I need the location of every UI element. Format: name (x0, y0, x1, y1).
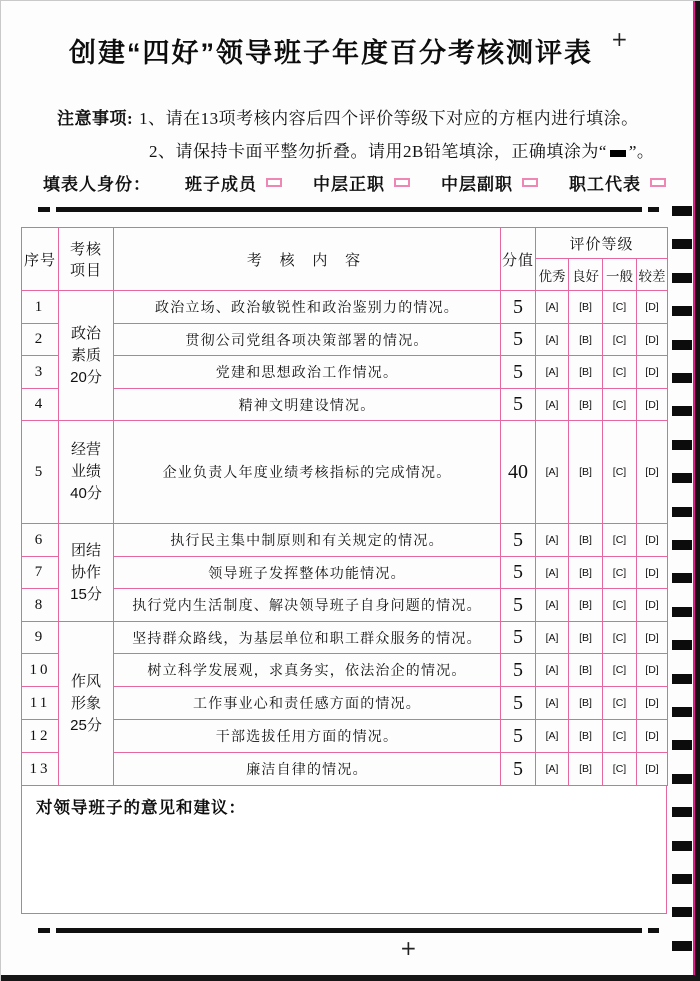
header-assessment-item (59, 228, 114, 291)
category-line2: 形象 (70, 694, 101, 712)
rating-cell-b[interactable]: [B] (569, 324, 603, 356)
identity-checkbox-midlevel-chief[interactable] (394, 178, 410, 187)
rating-cell-b[interactable]: [B] (569, 720, 603, 753)
rating-cell-b[interactable]: [B] (569, 654, 603, 687)
row-serial: 10 (22, 654, 59, 687)
rating-cell-c[interactable]: [C] (603, 720, 637, 753)
timing-mark (672, 406, 692, 416)
table-row (22, 622, 668, 654)
notice-line-1 (57, 102, 654, 135)
category-line2: 业绩 (70, 463, 101, 480)
header-level-good: 良好 (569, 259, 603, 291)
row-content: 廉洁自律的情况。 (114, 753, 501, 786)
rating-cell-d[interactable]: [D] (637, 687, 668, 720)
rating-cell-b[interactable]: [B] (569, 622, 603, 654)
table-row (22, 356, 668, 389)
assessment-table (21, 227, 668, 786)
scan-edge-bottom (1, 975, 700, 981)
rating-cell-b[interactable]: [B] (569, 356, 603, 389)
timing-mark (672, 540, 692, 550)
identity-option-label: 职工代表 (569, 175, 641, 194)
table-row (22, 524, 668, 557)
omr-guide-line-top (1, 207, 700, 212)
comments-label: 对领导班子的意见和建议： (36, 799, 246, 817)
timing-mark (672, 607, 692, 617)
category-points: 20分 (70, 368, 102, 386)
rating-cell-a[interactable]: [A] (536, 589, 569, 622)
header-serial-no: 序号 (22, 228, 59, 291)
rating-cell-d[interactable]: [D] (637, 557, 668, 589)
rating-cell-d[interactable]: [D] (637, 324, 668, 356)
row-score: 5 (501, 720, 536, 753)
row-serial: 11 (22, 687, 59, 720)
category-points: 40分 (70, 485, 102, 502)
table-row (22, 324, 668, 356)
category-workstyle-image (59, 622, 114, 786)
identity-checkbox-team-member[interactable] (266, 178, 282, 187)
row-score: 5 (501, 291, 536, 324)
identity-option-staff-rep (569, 170, 666, 195)
rating-cell-d[interactable]: [D] (637, 720, 668, 753)
rating-cell-c[interactable]: [C] (603, 654, 637, 687)
header-rating-group: 评价等级 (536, 228, 668, 259)
rating-cell-a[interactable]: [A] (536, 622, 569, 654)
rating-cell-b[interactable]: [B] (569, 753, 603, 786)
filled-mark-sample-icon (610, 150, 626, 157)
category-line2: 素质 (70, 346, 101, 364)
timing-mark (672, 440, 692, 450)
row-content: 树立科学发展观，求真务实，依法治企的情况。 (114, 654, 501, 687)
rating-cell-a[interactable]: [A] (536, 291, 569, 324)
identity-label: 填表人身份： (43, 175, 151, 194)
rating-cell-b[interactable]: [B] (569, 291, 603, 324)
rating-cell-b[interactable]: [B] (569, 557, 603, 589)
notice-line2-text: 2、请保持卡面平整勿折叠。请用2B铅笔填涂，正确填涂为“ (149, 142, 607, 161)
category-points: 15分 (70, 585, 102, 603)
rating-cell-c[interactable]: [C] (603, 324, 637, 356)
row-content: 党建和思想政治工作情况。 (114, 356, 501, 389)
timing-mark (672, 807, 692, 817)
rating-cell-d[interactable]: [D] (637, 753, 668, 786)
category-line1: 团结 (70, 541, 101, 559)
rating-cell-c[interactable]: [C] (603, 557, 637, 589)
rating-cell-a[interactable]: [A] (536, 389, 569, 421)
row-content: 贯彻公司党组各项决策部署的情况。 (114, 324, 501, 356)
comments-section[interactable] (21, 785, 667, 914)
timing-mark (672, 740, 692, 750)
row-content: 干部选拔任用方面的情况。 (114, 720, 501, 753)
row-content: 政治立场、政治敏锐性和政治鉴别力的情况。 (114, 291, 501, 324)
header-level-average: 一般 (603, 259, 637, 291)
category-line1: 经营 (70, 441, 101, 458)
row-content: 领导班子发挥整体功能情况。 (114, 557, 501, 589)
row-score: 5 (501, 356, 536, 389)
rating-cell-d[interactable]: [D] (637, 389, 668, 421)
row-serial: 3 (22, 356, 59, 389)
timing-mark (672, 907, 692, 917)
timing-mark (672, 306, 692, 316)
rating-cell-a[interactable]: [A] (536, 324, 569, 356)
row-score: 5 (501, 389, 536, 421)
rating-cell-a[interactable]: [A] (536, 356, 569, 389)
header-assessment-item-line1: 考核 (69, 242, 102, 258)
rating-cell-b[interactable]: [B] (569, 589, 603, 622)
timing-mark (672, 473, 692, 483)
row-serial: 4 (22, 389, 59, 421)
table-row (22, 421, 668, 524)
rating-cell-d[interactable]: [D] (637, 524, 668, 557)
row-content: 执行党内生活制度、解决领导班子自身问题的情况。 (114, 589, 501, 622)
table-row (22, 654, 668, 687)
timing-mark (672, 774, 692, 784)
rating-cell-a[interactable]: [A] (536, 753, 569, 786)
table-row (22, 589, 668, 622)
row-serial: 8 (22, 589, 59, 622)
rating-cell-b[interactable]: [B] (569, 389, 603, 421)
timing-mark (672, 206, 692, 216)
identity-option-team-member (185, 170, 282, 195)
rating-cell-a[interactable]: [A] (536, 654, 569, 687)
rating-cell-a[interactable]: [A] (536, 421, 569, 524)
row-content: 企业负责人年度业绩考核指标的完成情况。 (114, 421, 501, 524)
category-political-quality (59, 291, 114, 421)
row-serial: 13 (22, 753, 59, 786)
row-content: 坚持群众路线，为基层单位和职工群众服务的情况。 (114, 622, 501, 654)
category-points: 25分 (70, 716, 102, 734)
table-row (22, 557, 668, 589)
row-serial: 5 (22, 421, 59, 524)
table-row (22, 687, 668, 720)
table-row (22, 389, 668, 421)
row-serial: 2 (22, 324, 59, 356)
timing-mark (672, 874, 692, 884)
rating-cell-c[interactable]: [C] (603, 389, 637, 421)
identity-option-label: 中层副职 (441, 175, 513, 194)
timing-mark (672, 674, 692, 684)
row-score: 5 (501, 622, 536, 654)
rating-cell-a[interactable]: [A] (536, 557, 569, 589)
timing-mark (672, 640, 692, 650)
identity-option-midlevel-deputy (441, 170, 538, 195)
timing-mark (672, 273, 692, 283)
notice-label: 注意事项: (57, 109, 134, 128)
rating-cell-d[interactable]: [D] (637, 589, 668, 622)
rating-cell-a[interactable]: [A] (536, 687, 569, 720)
row-content: 执行民主集中制原则和有关规定的情况。 (114, 524, 501, 557)
row-score: 5 (501, 753, 536, 786)
rating-cell-c[interactable]: [C] (603, 687, 637, 720)
rating-cell-c[interactable]: [C] (603, 622, 637, 654)
respondent-identity-row (43, 170, 666, 195)
header-level-poor: 较差 (637, 259, 668, 291)
header-assessment-content: 考 核 内 容 (114, 228, 501, 291)
rating-cell-b[interactable]: [B] (569, 524, 603, 557)
notice-line-2 (57, 135, 654, 168)
notice-section (57, 102, 654, 168)
row-score: 5 (501, 524, 536, 557)
row-content: 工作事业心和责任感方面的情况。 (114, 687, 501, 720)
row-content: 精神文明建设情况。 (114, 389, 501, 421)
timing-mark (672, 941, 692, 951)
scan-edge-right (695, 1, 700, 981)
row-serial: 7 (22, 557, 59, 589)
timing-mark (672, 841, 692, 851)
category-line1: 政治 (70, 324, 101, 342)
row-score: 5 (501, 557, 536, 589)
row-score: 5 (501, 324, 536, 356)
row-serial: 6 (22, 524, 59, 557)
row-score: 40 (501, 421, 536, 524)
identity-option-label: 中层正职 (313, 175, 385, 194)
rating-cell-d[interactable]: [D] (637, 622, 668, 654)
rating-cell-d[interactable]: [D] (637, 654, 668, 687)
timing-mark (672, 239, 692, 249)
header-assessment-item-line2: 项目 (69, 263, 102, 279)
timing-mark (672, 707, 692, 717)
timing-mark (672, 573, 692, 583)
table-row (22, 753, 668, 786)
rating-cell-c[interactable]: [C] (603, 291, 637, 324)
rating-cell-c[interactable]: [C] (603, 356, 637, 389)
header-score: 分值 (501, 228, 536, 291)
form-title: 创建“四好”领导班子年度百分考核测评表 (69, 38, 593, 68)
row-serial: 9 (22, 622, 59, 654)
identity-options (185, 170, 666, 195)
rating-cell-b[interactable]: [B] (569, 687, 603, 720)
row-score: 5 (501, 589, 536, 622)
rating-cell-d[interactable]: [D] (637, 421, 668, 524)
header-level-excellent: 优秀 (536, 259, 569, 291)
row-score: 5 (501, 687, 536, 720)
row-serial: 1 (22, 291, 59, 324)
table-row (22, 291, 668, 324)
category-business-performance (59, 421, 114, 524)
timing-mark (672, 507, 692, 517)
identity-option-label: 班子成员 (185, 175, 257, 194)
category-line2: 协作 (70, 563, 101, 581)
rating-cell-c[interactable]: [C] (603, 589, 637, 622)
registration-mark-top: + (611, 27, 628, 51)
rating-cell-d[interactable]: [D] (637, 291, 668, 324)
identity-checkbox-midlevel-deputy[interactable] (522, 178, 538, 187)
identity-option-midlevel-chief (313, 170, 410, 195)
row-score: 5 (501, 654, 536, 687)
rating-cell-d[interactable]: [D] (637, 356, 668, 389)
rating-cell-b[interactable]: [B] (569, 421, 603, 524)
row-serial: 12 (22, 720, 59, 753)
rating-cell-c[interactable]: [C] (603, 524, 637, 557)
table-row (22, 720, 668, 753)
registration-mark-bottom: + (400, 936, 417, 960)
timing-mark (672, 373, 692, 383)
rating-cell-a[interactable]: [A] (536, 524, 569, 557)
notice-line2-suffix: ”。 (628, 142, 655, 161)
identity-checkbox-staff-rep[interactable] (650, 178, 666, 187)
notice-line1-text: 1、请在13项考核内容后四个评价等级下对应的方框内进行填涂。 (139, 109, 639, 128)
category-unity-cooperation (59, 524, 114, 622)
rating-cell-c[interactable]: [C] (603, 753, 637, 786)
rating-cell-a[interactable]: [A] (536, 720, 569, 753)
rating-cell-c[interactable]: [C] (603, 421, 637, 524)
timing-mark (672, 340, 692, 350)
category-line1: 作风 (70, 672, 101, 690)
omr-guide-line-bottom (1, 928, 700, 933)
